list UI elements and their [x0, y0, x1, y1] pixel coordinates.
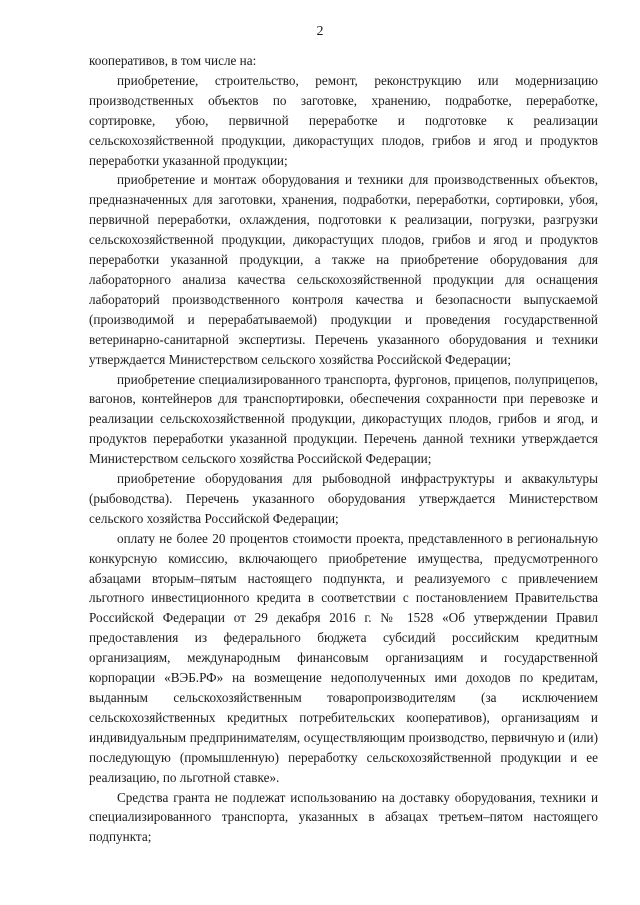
- paragraph-specialized-transport: приобретение специализированного транспорта, фургонов, прицепов, полуприцепов, вагонов, контейнеров для транспортировки, обеспечения сохранности при перевозке и реализации сельскохозяйственной продукции, дикорастущих плодов, грибов и ягод, и продуктов переработки указанной продукции. Перечень данной техники утверждается Министерством сельского хозяйства Российской Федерации;: [89, 371, 598, 467]
- paragraph-aquaculture-equipment: приобретение оборудования для рыбоводной инфраструктуры и аквакультуры (рыбоводства). Перечень указанного оборудования утверждается Министерством сельского хозяйства Российской Федерации;: [89, 471, 598, 526]
- document-body: [89, 51, 598, 847]
- paragraph-production-facilities: приобретение, строительство, ремонт, реконструкцию или модернизацию производственных объектов по заготовке, хранению, подработке, переработке, сортировке, убою, первичной переработке и подготовке к реализации сельскохозяйственной продукции, дикорастущих плодов, грибов и ягод и продуктов переработки указанной продукции;: [89, 72, 598, 168]
- paragraph-project-payment: оплату не более 20 процентов стоимости проекта, представленного в региональную конкурсную комиссию, включающего приобретение имущества, предусмотренного абзацами вторым–пятым настоящего подпункта, и реализуемого с привлечением льготного инвестиционного кредита в соответствии с постановлением Правительства Российской Федерации от 29 декабря 2016 г. № 1528 «Об утверждении Правил предоставления из федерального бюджета субсидий российским кредитным организациям, международным финансовым организациям и государственной корпорации «ВЭБ.РФ» на возмещение недополученных ими доходов по кредитам, выданным сельскохозяйственным товаропроизводителям (за исключением сельскохозяйственных кредитных потребительских кооперативов), организациям и индивидуальным предпринимателям, осуществляющим производство, первичную и (или) последующую (промышленную) переработку сельскохозяйственной продукции и ее реализацию, по льготной ставке».: [89, 530, 598, 785]
- paragraph-grant-restriction: Средства гранта не подлежат использованию на доставку оборудования, техники и специализированного транспорта, указанных в абзацах третьем–пятом настоящего подпункта;: [89, 789, 598, 845]
- paragraph-equipment-installation: приобретение и монтаж оборудования и техники для производственных объектов, предназначенных для заготовки, хранения, подработки, переработки, сортировки, убоя, первичной переработки, охлаждения, подготовки к реализации, погрузки, разгрузки сельскохозяйственной продукции, дикорастущих плодов, грибов и ягод и продуктов переработки указанной продукции, а также на приобретение оборудования для лабораторного анализа качества сельскохозяйственной продукции для оснащения лабораторий производственного контроля качества и безопасности выпускаемой (производимой и перерабатываемой) продукции и проведения государственной ветеринарно-санитарной экспертизы. Перечень указанного оборудования и техники утверждается Министерством сельского хозяйства Российской Федерации;: [89, 172, 598, 367]
- paragraph-continuation: кооперативов, в том числе на:: [89, 53, 257, 68]
- page-number: 2: [316, 24, 324, 39]
